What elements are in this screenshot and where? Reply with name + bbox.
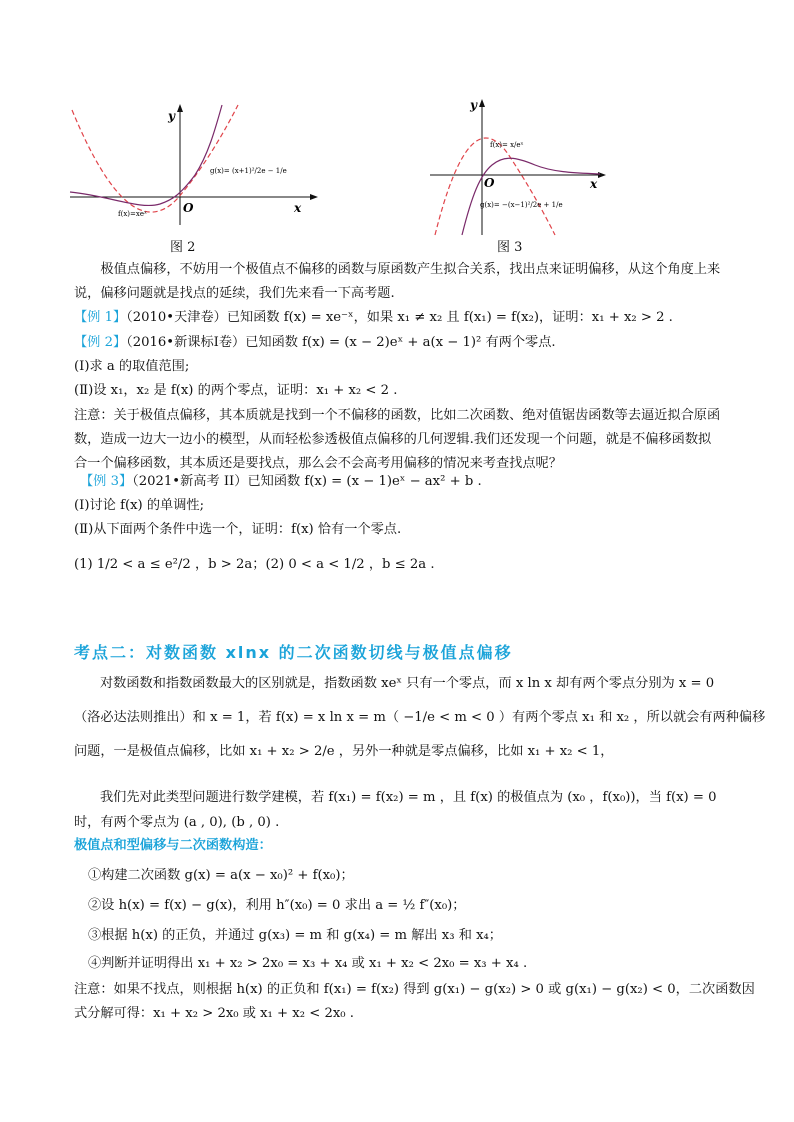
- fig2-f-label: f(x)=xeˣ: [118, 210, 147, 218]
- figure-3: [420, 95, 620, 240]
- fig2-g-label: g(x)= (x+1)²/2e − 1/e: [210, 167, 287, 175]
- example-3-q2: (Ⅱ)从下面两个条件中选一个，证明：f(x) 恰有一个零点.: [74, 522, 402, 537]
- fig2-x-label: x: [294, 201, 302, 215]
- section-para-2a: 我们先对此类型问题进行数学建模，若 f(x₁) = f(x₂) = m ，且 f(x) 的极值点为 (x₀ ，f(x₀))，当 f(x) = 0: [100, 790, 717, 805]
- example-3: [80, 470, 482, 494]
- example-2: [74, 331, 556, 355]
- fig2-origin-label: O: [183, 201, 194, 215]
- example-3-text: （2021•新高考 II）已知函数 f(x) = (x − 1)eˣ − ax² + b .: [132, 474, 482, 489]
- fig3-origin-label: O: [484, 176, 495, 190]
- fig3-f-label: f(x)= x/eˣ: [490, 141, 524, 149]
- example-3-tag: 【例 3】: [80, 474, 133, 489]
- intro-paragraph: 极值点偏移，不妨用一个极值点不偏移的函数与原函数产生拟合关系，找出点来证明偏移，从这个角度上来说，偏移问题就是找点的延续，我们先来看一下高考题.: [74, 262, 721, 301]
- x-axis-arrow-icon: [598, 172, 606, 178]
- note-2a: 注意：如果不找点，则根据 h(x) 的正负和 f(x₁) = f(x₂) 得到 g(x₁) − g(x₂) > 0 或 g(x₁) − g(x₂) < 0，二次函数因: [74, 982, 755, 997]
- fig2-y-label: y: [168, 109, 175, 123]
- step-1: ①构建二次函数 g(x) = a(x − x₀)² + f(x₀)；: [88, 868, 354, 883]
- section-para-2b: 时，有两个零点为 (a , 0), (b , 0) .: [74, 815, 280, 830]
- note-2b: 式分解可得：x₁ + x₂ > 2x₀ 或 x₁ + x₂ < 2x₀ .: [74, 1006, 354, 1021]
- x-axis-arrow-icon: [310, 194, 318, 200]
- fig3-x-label: x: [590, 177, 598, 191]
- figure-2: [60, 100, 330, 230]
- note-1: 注意：关于极值点偏移，其本质就是找到一个不偏移的函数，比如二次函数、绝对值锯齿函数等去逼近拟合原函数，造成一边大一边小的模型，从而轻松参透极值点偏移的几何逻辑.我们还发现一个问题，就是不偏移函数拟合一个偏移函数，其本质还是要找点，那么会不会高考用偏移的情况来考查找点呢？: [74, 408, 721, 471]
- fig3-y-label: y: [470, 98, 477, 112]
- g-curve-dashed: [435, 138, 555, 235]
- fig3-caption: 图 3: [497, 240, 523, 255]
- example-2-tag: 【例 2】: [74, 335, 127, 350]
- example-2-text: （2016•新课标Ⅰ卷）已知函数 f(x) = (x − 2)eˣ + a(x − 1)² 有两个零点.: [126, 335, 556, 350]
- fig2-caption: 图 2: [170, 240, 196, 255]
- example-2-q2: (Ⅱ)设 x₁，x₂ 是 f(x) 的两个零点，证明：x₁ + x₂ < 2 .: [74, 383, 398, 398]
- example-1-text: （2010•天津卷）已知函数 f(x) = xe⁻ˣ，如果 x₁ ≠ x₂ 且 f(x₁) = f(x₂)，证明：x₁ + x₂ > 2 .: [126, 310, 673, 325]
- step-3: ③根据 h(x) 的正负，并通过 g(x₃) = m 和 g(x₄) = m 解出 x₃ 和 x₄；: [88, 928, 502, 943]
- example-2-q1: (Ⅰ)求 a 的取值范围;: [74, 359, 190, 374]
- fig3-g-label: g(x)= −(x−1)²/2e + 1/e: [480, 201, 563, 209]
- example-1: [74, 306, 673, 330]
- f-curve-solid: [462, 158, 600, 235]
- section-para-1c: 问题，一是极值点偏移，比如 x₁ + x₂ > 2/e ，另外一种就是零点偏移，比如 x₁ + x₂ < 1，: [74, 744, 614, 759]
- step-4: ④判断并证明得出 x₁ + x₂ > 2x₀ = x₃ + x₄ 或 x₁ + x₂ < 2x₀ = x₃ + x₄ .: [88, 956, 528, 971]
- example-3-conditions: (1) 1/2 < a ≤ e²/2 ，b > 2a；(2) 0 < a < 1/2 ，b ≤ 2a .: [74, 557, 435, 572]
- section-para-1b: （洛必达法则推出）和 x = 1，若 f(x) = x ln x = m（ −1/e < m < 0 ）有两个零点 x₁ 和 x₂ ，所以就会有两种偏移: [74, 710, 766, 725]
- y-axis-arrow-icon: [479, 99, 485, 107]
- subsection-title: 极值点和型偏移与二次函数构造：: [74, 838, 272, 853]
- example-1-tag: 【例 1】: [74, 310, 127, 325]
- section-title: 考点二：对数函数 xlnx 的二次函数切线与极值点偏移: [74, 643, 513, 662]
- section-para-1a: 对数函数和指数函数最大的区别就是，指数函数 xeˣ 只有一个零点，而 x ln x 却有两个零点分别为 x = 0: [100, 676, 715, 691]
- step-2: ②设 h(x) = f(x) − g(x)，利用 h″(x₀) = 0 求出 a = ½ f″(x₀)；: [88, 898, 466, 913]
- y-axis-arrow-icon: [177, 104, 183, 112]
- example-3-q1: (Ⅰ)讨论 f(x) 的单调性;: [74, 498, 205, 513]
